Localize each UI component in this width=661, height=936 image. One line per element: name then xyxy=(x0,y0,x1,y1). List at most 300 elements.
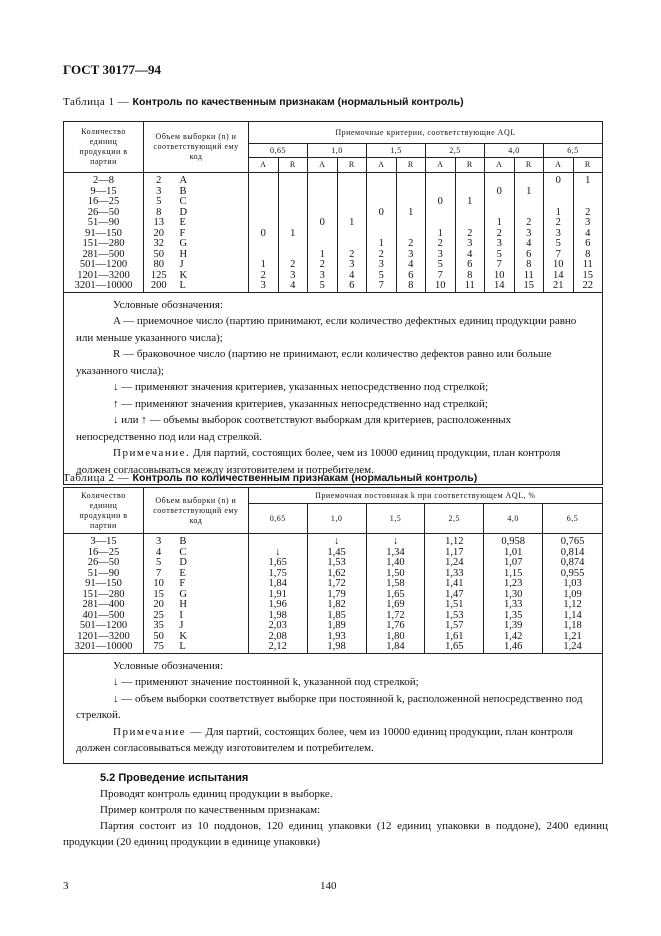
table1-lot-cell: 2—8 xyxy=(93,175,114,186)
table1-crit-11-cell: 8 xyxy=(585,248,591,260)
table1-notes xyxy=(64,292,603,485)
table2-notes xyxy=(64,653,603,763)
table2-k-5-cell: 1,03 xyxy=(563,578,582,589)
table2-code-cell: I xyxy=(179,609,183,621)
table1-lot-cell: 91—150 xyxy=(85,227,122,239)
table1-remark-label: Примечание. xyxy=(113,447,191,459)
table2-k-1-cell: 1,79 xyxy=(327,588,346,600)
table2-aql-4: 4,0 xyxy=(484,504,543,534)
table1-crit-6-cell: 3 xyxy=(437,248,443,260)
table1-crit-10-cell xyxy=(544,197,573,208)
table1-crit-2-cell: 5 xyxy=(319,280,325,291)
table1-code-cell: B xyxy=(179,185,187,197)
table1-code-cell: E xyxy=(179,217,186,228)
table2-k-1-cell: 1,85 xyxy=(327,609,346,621)
table1-crit-4-column xyxy=(367,173,397,293)
table1-crit-10-cell: 3 xyxy=(555,227,561,239)
table2-k-4-cell: 1,15 xyxy=(503,567,523,579)
table1-r-label: R xyxy=(514,158,544,173)
table2-note-1: ↓ — применяют значение постоянной k, указанной под стрелкой; xyxy=(113,676,419,688)
table1-n-cell: 20 xyxy=(153,227,164,239)
table2-k-3-cell: 1,65 xyxy=(445,641,464,652)
table2-k-4-cell: 1,01 xyxy=(503,546,523,558)
table2-lot-column xyxy=(64,534,144,654)
table2-lot-cell: 26—50 xyxy=(87,557,120,568)
table1-lot-cell: 16—25 xyxy=(87,196,120,207)
table1-crit-0-column xyxy=(249,173,279,293)
table1-crit-7-cell xyxy=(456,218,485,229)
table1-crit-2-cell: 3 xyxy=(319,269,325,281)
table1-n-cell: 2 xyxy=(156,175,162,186)
table1-crit-11-cell: 4 xyxy=(585,227,591,239)
table2-k-2-cell: 1,80 xyxy=(386,630,405,642)
table1-code-cell: G xyxy=(179,238,188,249)
table1-crit-1-cell: 1 xyxy=(290,227,296,239)
table1-note-2: R — браковочное число (партию не принимают, если количество дефектов равно или больше указанного числа); xyxy=(76,348,552,377)
table2-n-cell: 4 xyxy=(156,546,162,558)
table1-note-0: Условные обозначения: xyxy=(113,298,224,311)
table1-crit-9-cell: 2 xyxy=(526,217,532,228)
table2-lot-cell: 1201—3200 xyxy=(77,630,130,642)
table2-aql-3: 2,5 xyxy=(425,504,484,534)
table2-n-cell: 7 xyxy=(156,567,162,579)
table2-lot-cell: 16—25 xyxy=(87,546,120,558)
table2-head-sample: Объем выборки (n) и соответствующий ему код xyxy=(143,488,248,534)
table1-caption-prefix: Таблица 1 — xyxy=(63,96,130,108)
table2-k-4-cell: 1,23 xyxy=(503,578,523,589)
table1-crit-1-column xyxy=(278,173,308,293)
table1-crit-2-cell xyxy=(308,229,337,240)
table1-n-cell: 5 xyxy=(156,196,162,207)
table2-k-5-cell: 0,814 xyxy=(560,546,585,558)
table1-crit-4-cell: 3 xyxy=(378,259,384,270)
table2-k-1-cell: 1,45 xyxy=(327,546,346,558)
table1-crit-4-cell: 0 xyxy=(378,206,384,218)
table2-k-1-cell: ↓ xyxy=(333,536,340,547)
table2-caption xyxy=(63,472,477,484)
table1-crit-9-cell: 15 xyxy=(523,280,534,291)
section-line-1: Проводят контроль единиц продукции в выборке. xyxy=(100,788,333,800)
table2-k-2-cell: 1,65 xyxy=(386,588,405,600)
table2-code-cell: K xyxy=(179,630,187,642)
table2-k-2-cell: 1,84 xyxy=(386,641,405,652)
table2-k-4-cell: 1,42 xyxy=(503,630,523,642)
table2-n-cell: 75 xyxy=(153,641,164,652)
table1-a-label: A xyxy=(367,158,397,173)
table1-crit-5-cell: 1 xyxy=(408,206,414,218)
table2-k-2-cell: 1,40 xyxy=(386,557,405,568)
table1-a-label: A xyxy=(485,158,515,173)
table1-code-cell: J xyxy=(179,259,184,270)
table1-crit-7-cell: 11 xyxy=(464,280,475,291)
table1-aql-3: 2,5 xyxy=(426,144,485,158)
table2-n-cell: 35 xyxy=(153,620,164,631)
table2-aql-1: 1,0 xyxy=(307,504,366,534)
table1-crit-5-cell: 4 xyxy=(408,259,414,270)
table1-crit-9-column xyxy=(514,173,544,293)
table2-k-0-column xyxy=(248,534,307,654)
table2-k-1-cell: 1,98 xyxy=(327,641,346,652)
table2-k-0-cell: 1,96 xyxy=(268,599,287,610)
table2-k-5-cell: 0,765 xyxy=(560,536,585,547)
table1-crit-0-cell xyxy=(249,218,278,229)
table1-code-cell: L xyxy=(179,280,186,291)
table1-crit-5-cell xyxy=(397,197,426,208)
table2-lot-cell: 151—280 xyxy=(82,588,125,600)
table2-k-0-cell: 1,84 xyxy=(268,578,287,589)
table2-code-cell: D xyxy=(179,557,187,568)
table1-crit-8-cell xyxy=(485,176,514,187)
table2-k-1-cell: 1,62 xyxy=(327,567,346,579)
table1-crit-2-column xyxy=(308,173,338,293)
table2-k-4-cell: 1,33 xyxy=(503,599,523,610)
table1-crit-5-cell: 2 xyxy=(408,238,414,249)
table1-crit-2-cell xyxy=(308,187,337,198)
table1-code-cell: C xyxy=(179,196,187,207)
table1-crit-9-cell: 1 xyxy=(526,185,532,197)
table1-lot-column xyxy=(64,173,144,293)
table1-crit-11-cell: 6 xyxy=(585,238,591,249)
table1-crit-8-cell xyxy=(485,197,514,208)
table1-crit-8-cell: 1 xyxy=(496,217,502,228)
table2-n-cell: 25 xyxy=(153,609,164,621)
section-line-3: Партия состоит из 10 поддонов, 120 единиц упаковки (12 единиц упаковки в поддоне), 2400 единиц продукции (20 единиц продукции в единице упаковки) xyxy=(63,820,608,848)
table2-k-1-cell: 1,93 xyxy=(327,630,346,642)
table1-aql-5: 6,5 xyxy=(544,144,603,158)
table1-head-sample: Объем выборки (n) и соответствующий ему код xyxy=(144,122,249,173)
section-line-2: Пример контроля по качественным признакам: xyxy=(100,804,321,816)
table1-crit-7-cell: 8 xyxy=(467,269,473,281)
table1-n-cell: 50 xyxy=(153,248,164,260)
table1-crit-3-cell: 2 xyxy=(349,248,355,260)
table2-k-0-cell xyxy=(249,537,307,548)
table2-k-0-cell: 1,65 xyxy=(268,557,287,568)
table2-k-3-cell: 1,33 xyxy=(445,567,464,579)
table1-crit-6-column xyxy=(426,173,456,293)
table1-crit-3-cell: 4 xyxy=(349,269,355,281)
table1-crit-7-cell xyxy=(456,176,485,187)
table2-k-2-cell: 1,50 xyxy=(386,567,405,579)
table2-k-4-cell: 0,958 xyxy=(501,536,525,547)
table1-crit-5-cell xyxy=(397,176,426,187)
table1-crit-8-cell: 0 xyxy=(496,185,502,197)
table1-crit-5-cell xyxy=(397,218,426,229)
table2-lot-cell: 3201—10000 xyxy=(74,641,133,652)
table1-code-cell: F xyxy=(179,227,186,239)
table1-crit-6-cell: 2 xyxy=(437,238,443,249)
table1-note-1: A — приемочное число (партию принимают, если количество дефектных единиц продукции равно или меньше указанного числа); xyxy=(76,315,577,344)
table2-k-5-column xyxy=(543,534,603,654)
table2-lot-cell: 401—500 xyxy=(82,609,125,621)
table1-crit-2-cell xyxy=(308,197,337,208)
table1-crit-5-cell: 8 xyxy=(408,280,414,291)
table2-head-const: Приемочная постоянная k при соответствующем AQL, % xyxy=(248,488,602,504)
table1-note-5: ↓ или ↑ — объемы выборок соответствуют выборкам для критериев, расположенных непосредственно под или над стрелкой. xyxy=(76,414,512,443)
section-heading: 5.2 Проведение испытания xyxy=(100,772,249,784)
table2-k-3-cell: 1,24 xyxy=(445,557,464,568)
table1-r-label: R xyxy=(396,158,426,173)
table1-r-label: R xyxy=(278,158,308,173)
table2-code-cell: J xyxy=(179,620,184,631)
document-title: ГОСТ 30177—94 xyxy=(63,62,162,77)
table1-head-criteria: Приемочные критерии, соответствующие AQL xyxy=(249,122,603,144)
page-number-center: 140 xyxy=(320,880,337,892)
table2-k-0-cell: 1,91 xyxy=(268,588,287,600)
table2-caption-title: Контроль по количественным признакам (нормальный контроль) xyxy=(132,472,478,484)
table1-n-cell: 32 xyxy=(153,238,164,249)
table1-n-column xyxy=(144,173,174,293)
table1-lot-cell: 501—1200 xyxy=(79,259,128,270)
table1-crit-10-cell: 14 xyxy=(553,269,564,281)
table2-k-5-cell: 1,12 xyxy=(563,599,582,610)
table1-crit-4-cell xyxy=(367,197,396,208)
table1-crit-0-cell xyxy=(249,176,278,187)
table2-k-0-cell: ↓ xyxy=(275,546,281,558)
table1-crit-2-cell: 1 xyxy=(319,248,325,260)
table1-head-lot: Количество единиц продукции в партии xyxy=(64,122,144,173)
table2-code-cell: E xyxy=(179,567,186,579)
table2-k-3-cell: 1,17 xyxy=(445,546,464,558)
table2-k-0-cell: 2,08 xyxy=(268,630,287,642)
table1-crit-1-cell xyxy=(279,239,308,250)
table1-crit-9-cell: 6 xyxy=(526,248,532,260)
table1-crit-7-cell: 1 xyxy=(467,196,473,207)
table1-n-cell: 200 xyxy=(150,280,167,291)
table1-crit-5-cell: 6 xyxy=(408,269,414,281)
table1-crit-2-cell xyxy=(308,239,337,250)
table1-crit-8-cell: 3 xyxy=(496,238,502,249)
table2-k-2-cell: ↓ xyxy=(392,536,399,547)
table1-crit-11-cell xyxy=(574,197,603,208)
table1-crit-5-cell xyxy=(397,187,426,198)
table1-crit-10-cell: 0 xyxy=(555,175,561,186)
table2-n-cell: 20 xyxy=(153,599,164,610)
table1-n-cell: 125 xyxy=(150,269,167,281)
table2-k-5-cell: 0,955 xyxy=(560,567,585,579)
table1-crit-11-cell: 22 xyxy=(582,280,593,291)
table1-crit-3-cell: 1 xyxy=(349,217,355,228)
table2-k-5-cell: 1,09 xyxy=(563,588,582,600)
table2-k-5-cell: 1,14 xyxy=(563,609,582,621)
table1-code-cell: K xyxy=(179,269,188,281)
table1-crit-2-cell: 2 xyxy=(319,259,325,270)
table2-lot-cell: 281—400 xyxy=(82,599,125,610)
table1-crit-9-cell: 8 xyxy=(526,259,532,270)
table1-r-label: R xyxy=(337,158,367,173)
table1-crit-11-cell: 1 xyxy=(585,175,591,186)
table1 xyxy=(63,121,603,485)
table1-crit-0-cell: 2 xyxy=(260,269,266,281)
table2-lot-cell: 51—90 xyxy=(87,567,120,579)
table2-k-5-cell: 0,874 xyxy=(560,557,585,568)
table2-caption-prefix: Таблица 2 — xyxy=(63,472,130,484)
table1-crit-1-cell xyxy=(279,208,308,219)
table1-crit-9-cell xyxy=(515,176,544,187)
table1-crit-5-column xyxy=(396,173,426,293)
table2-n-cell: 3 xyxy=(156,536,162,547)
table1-crit-4-cell xyxy=(367,176,396,187)
table1-crit-8-column xyxy=(485,173,515,293)
table1-crit-10-column xyxy=(544,173,574,293)
table1-crit-0-cell: 0 xyxy=(260,227,266,239)
table1-crit-9-cell xyxy=(515,197,544,208)
table1-aql-2: 1,5 xyxy=(367,144,426,158)
table1-crit-7-cell: 6 xyxy=(467,259,473,270)
table1-lot-cell: 1201—3200 xyxy=(77,269,130,281)
table2-k-4-cell: 1,46 xyxy=(503,641,523,652)
table1-crit-8-cell: 7 xyxy=(496,259,502,270)
table2-note-2: ↓ — объем выборки соответствует выборке при постоянной k, расположенной непосредственно под стрелкой. xyxy=(76,692,583,721)
table1-crit-2-cell: 0 xyxy=(319,217,325,228)
table1-crit-9-cell: 4 xyxy=(526,238,532,249)
table1-crit-3-cell xyxy=(338,176,367,187)
table1-crit-3-column xyxy=(337,173,367,293)
table2-k-1-column xyxy=(307,534,366,654)
table1-crit-8-cell: 5 xyxy=(496,248,502,260)
table1-crit-4-cell: 2 xyxy=(378,248,384,260)
table2-k-1-cell: 1,53 xyxy=(327,557,346,568)
table1-crit-6-cell xyxy=(426,218,455,229)
table1-crit-10-cell: 1 xyxy=(555,206,561,218)
table1-crit-6-cell: 7 xyxy=(437,269,443,281)
table2-head-lot: Количество единиц продукции в партии xyxy=(64,488,144,534)
table2-n-cell: 15 xyxy=(153,588,164,600)
table1-crit-6-cell: 5 xyxy=(437,259,443,270)
table2-k-1-cell: 1,82 xyxy=(327,599,346,610)
table1-crit-0-cell xyxy=(249,208,278,219)
table1-crit-7-cell: 3 xyxy=(467,238,473,249)
table1-crit-9-cell: 3 xyxy=(526,227,532,239)
table1-crit-6-cell xyxy=(426,208,455,219)
table1-note-4: ↑ — применяют значения критериев, указанных непосредственно над стрелкой; xyxy=(113,397,488,410)
table2-code-cell: F xyxy=(179,578,186,589)
table2-k-3-cell: 1,47 xyxy=(445,588,464,600)
table1-crit-10-cell: 21 xyxy=(553,280,564,291)
table2-n-cell: 50 xyxy=(153,630,164,642)
table1-crit-11-cell: 3 xyxy=(585,217,591,228)
table2-lot-cell: 91—150 xyxy=(85,578,122,589)
table1-caption xyxy=(63,96,464,108)
table1-crit-11-cell: 2 xyxy=(585,206,591,218)
table2-aql-0: 0,65 xyxy=(248,504,307,534)
table1-crit-11-column xyxy=(573,173,603,293)
table1-crit-10-cell: 10 xyxy=(553,259,564,270)
table2-k-1-cell: 1,89 xyxy=(327,620,346,631)
table2-k-4-column xyxy=(484,534,543,654)
table2-k-4-cell: 1,35 xyxy=(503,609,523,621)
table2-k-3-cell: 1,51 xyxy=(445,599,464,610)
table1-lot-cell: 9—15 xyxy=(90,185,117,197)
table1-crit-0-cell xyxy=(249,197,278,208)
table1-crit-1-cell: 4 xyxy=(290,280,296,291)
table2-remark-text: Для партий, состоящих более, чем из 10000 единиц продукции, план контроля должен согласовываться между изготовителем и потребителем. xyxy=(76,725,573,754)
table1-crit-2-cell xyxy=(308,176,337,187)
table2-k-0-cell: 2,12 xyxy=(268,641,287,652)
table1-crit-3-cell xyxy=(338,197,367,208)
table2-remark-label: Примечание — xyxy=(113,725,203,738)
table1-crit-0-cell: 1 xyxy=(260,259,266,270)
table2-k-0-cell: 1,75 xyxy=(268,567,287,579)
table2-k-2-cell: 1,76 xyxy=(386,620,405,631)
table1-a-label: A xyxy=(426,158,456,173)
table1-crit-1-cell: 3 xyxy=(290,269,296,281)
table1-crit-10-cell: 5 xyxy=(555,238,561,249)
table1-crit-10-cell xyxy=(544,187,573,198)
table1-crit-0-cell xyxy=(249,239,278,250)
table1-crit-1-cell: 2 xyxy=(290,259,296,270)
table2 xyxy=(63,487,603,764)
table2-lot-cell: 501—1200 xyxy=(79,620,128,631)
table2-k-0-cell: 1,98 xyxy=(268,609,287,621)
table1-code-cell: D xyxy=(179,206,188,218)
table1-crit-1-cell xyxy=(279,197,308,208)
table1-lot-cell: 3201—10000 xyxy=(74,280,133,291)
table1-caption-title: Контроль по качественным признакам (нормальный контроль) xyxy=(132,96,464,108)
table2-k-5-cell: 1,24 xyxy=(563,641,582,652)
table2-k-2-cell: 1,72 xyxy=(386,609,405,621)
table1-code-cell: A xyxy=(179,175,188,186)
table2-code-column xyxy=(173,534,248,654)
table1-n-cell: 8 xyxy=(156,206,162,218)
table1-a-label: A xyxy=(544,158,574,173)
table1-code-column xyxy=(174,173,249,293)
table2-k-2-cell: 1,58 xyxy=(386,578,405,589)
table1-lot-cell: 281—500 xyxy=(82,248,125,260)
table2-k-2-column xyxy=(366,534,425,654)
table1-crit-7-cell xyxy=(456,208,485,219)
table1-aql-0: 0,65 xyxy=(249,144,308,158)
table1-aql-1: 1,0 xyxy=(308,144,367,158)
table1-a-label: A xyxy=(308,158,338,173)
table1-n-cell: 80 xyxy=(153,259,164,270)
table1-aql-4: 4,0 xyxy=(485,144,544,158)
table1-crit-3-cell: 6 xyxy=(349,280,355,291)
table2-k-0-cell: 2,03 xyxy=(268,620,287,631)
table2-code-cell: B xyxy=(179,536,187,547)
table2-k-4-cell: 1,30 xyxy=(503,588,523,600)
table1-n-cell: 13 xyxy=(153,217,164,228)
table1-crit-4-cell xyxy=(367,218,396,229)
table2-k-5-cell: 1,18 xyxy=(563,620,582,631)
table1-crit-4-cell xyxy=(367,187,396,198)
table1-lot-cell: 26—50 xyxy=(87,206,120,218)
table1-crit-10-cell: 7 xyxy=(555,248,561,260)
table1-crit-11-cell: 15 xyxy=(582,269,593,281)
table2-k-2-cell: 1,69 xyxy=(386,599,405,610)
table1-crit-6-cell: 1 xyxy=(437,227,443,239)
table2-k-3-cell: 1,57 xyxy=(445,620,464,631)
table1-r-label: R xyxy=(573,158,603,173)
table2-aql-5: 6,5 xyxy=(543,504,603,534)
table2-code-cell: C xyxy=(179,546,187,558)
table1-crit-3-cell xyxy=(338,239,367,250)
table1-crit-1-cell xyxy=(279,218,308,229)
table1-crit-6-cell: 10 xyxy=(435,280,446,291)
table1-crit-5-cell: 3 xyxy=(408,248,414,260)
table1-a-label: A xyxy=(249,158,279,173)
table1-crit-1-cell xyxy=(279,187,308,198)
table2-k-5-cell: 1,21 xyxy=(563,630,582,642)
table2-k-1-cell: 1,72 xyxy=(327,578,346,589)
table1-crit-6-cell xyxy=(426,176,455,187)
table1-crit-11-cell: 11 xyxy=(582,259,593,270)
table1-remark-text: Для партий, состоящих более, чем из 10000 единиц продукции, план контроля должен согласовываться между изготовителем и потребителем. xyxy=(76,447,561,476)
table1-r-label: R xyxy=(455,158,485,173)
table2-n-cell: 10 xyxy=(153,578,164,589)
table1-crit-8-cell: 10 xyxy=(494,269,505,281)
table2-k-3-cell: 1,12 xyxy=(445,536,464,547)
page-number-left: 3 xyxy=(63,880,69,892)
